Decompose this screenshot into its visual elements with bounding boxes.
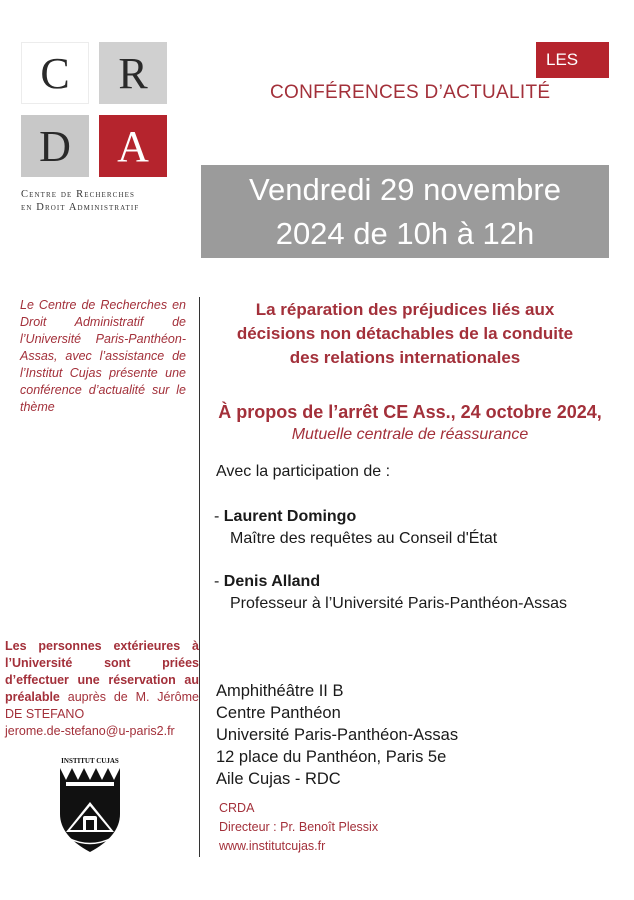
conference-theme [215,298,595,370]
intro-text: Le Centre de Recherches en Droit Administratif de l’Université Paris-Panthéon-Assas, avec l’assistance de l’Institut Cujas présente une conférence d’actualité sur le thème [20,298,186,414]
footer-website-link[interactable]: www.institutcujas.fr [219,839,326,853]
logo-caption [21,188,139,214]
reservation-bold: Les personnes extérieures à l’Université sont priées d’effectuer une réservation au préalable [5,639,199,704]
participation-intro: Avec la participation de : [216,463,391,480]
logo-letter-c: C [21,42,89,104]
speaker-1-role: Maître des requêtes au Conseil d'État [230,530,498,547]
speaker-1-name [214,508,356,526]
footer-director: Directeur : Pr. Benoît Plessix [219,820,379,834]
logo-caption-line2: en Droit Administratif [21,202,140,213]
address-line2: Centre Panthéon [216,704,341,722]
speaker-2-dash: - [214,573,224,590]
logo-letter-a: A [99,115,167,177]
logo-letter-r: R [99,42,167,104]
crest-icon [52,754,128,854]
date-banner [201,165,609,258]
speaker-1-dash: - [214,508,224,525]
date-line2: 2024 de 10h à 12h [275,216,535,251]
logo-letter-d: D [21,115,89,177]
theme-line1: La réparation des préjudices liés aux [255,300,555,319]
arret-reference: À propos de l’arrêt CE Ass., 24 octobre 2024, [218,402,602,422]
arret-name: Mutuelle centrale de réassurance [291,426,529,443]
speaker-2-role: Professeur à l’Université Paris-Panthéon-Assas [230,595,568,612]
institut-cujas-crest [52,754,128,854]
reservation-email-link[interactable]: jerome.de-stefano@u-paris2.fr [5,724,175,738]
theme-line2: décisions non détachables de la conduite [236,324,574,343]
address-line5: Aile Cujas - RDC [216,770,341,788]
speaker-2-name-text: Denis Alland [223,573,321,590]
column-divider [199,297,200,857]
les-badge: LES [536,42,609,78]
theme-line3: des relations internationales [289,348,521,367]
reservation-contact: auprès de M. Jérôme DE STEFANO [5,690,199,721]
date-line1: Vendredi 29 novembre [249,172,561,207]
logo-caption-line1: Centre de Recherches [21,189,135,200]
address-line4: 12 place du Panthéon, Paris 5e [216,748,447,766]
speaker-1-name-text: Laurent Domingo [223,508,357,525]
speaker-2-name [214,573,320,591]
crest-label: INSTITUT CUJAS [61,757,119,765]
footer-org: CRDA [219,801,255,815]
address-line1: Amphithéâtre II B [216,682,344,700]
reservation-notice [5,638,199,740]
address-line3: Université Paris-Panthéon-Assas [216,726,459,744]
conference-series-title: CONFÉRENCES D’ACTUALITÉ [270,82,551,103]
